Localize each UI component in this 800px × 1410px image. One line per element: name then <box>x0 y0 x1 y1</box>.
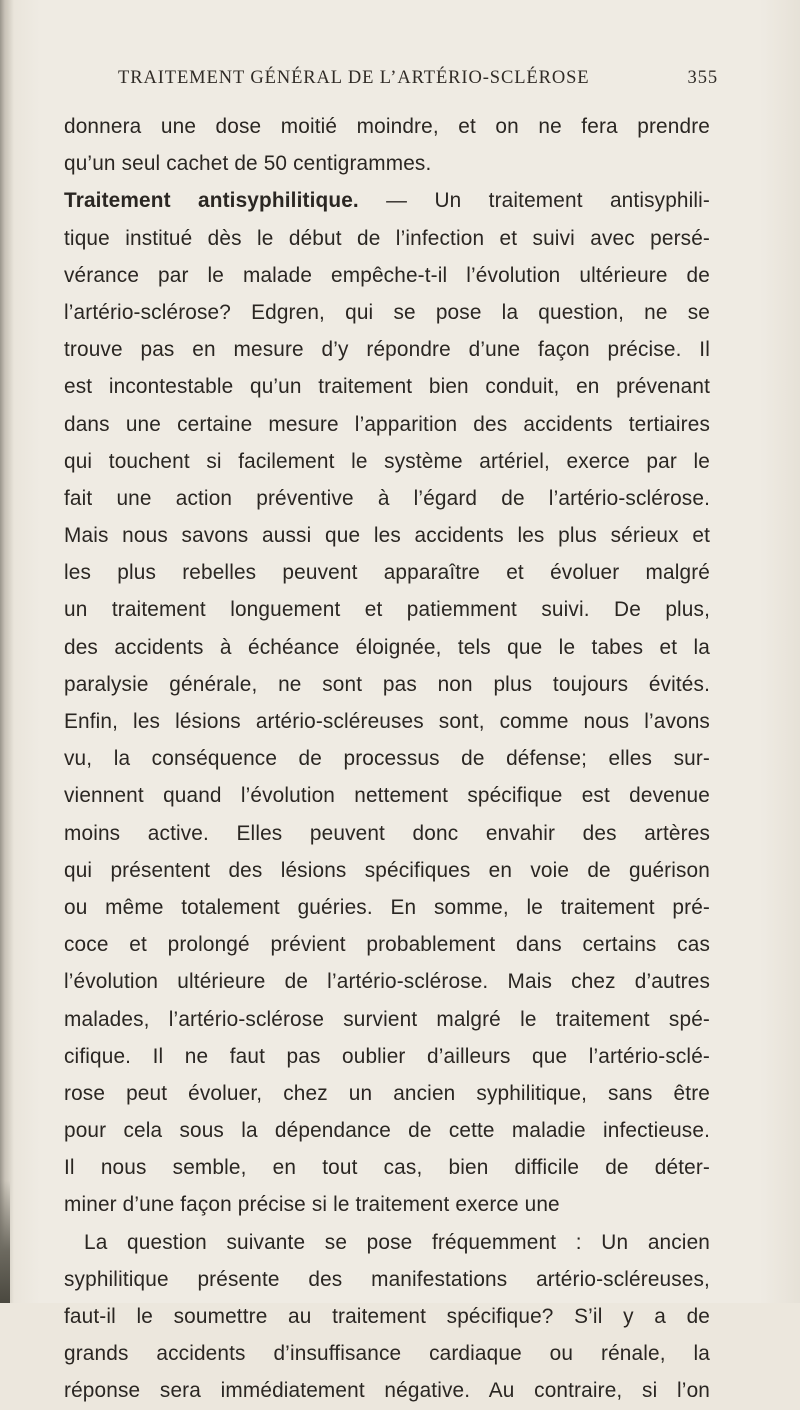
text-line: Mais nous savons aussi que les accidents les plus sérieux et <box>64 524 710 548</box>
text-line: vérance par le malade empêche-t-il l’évolution ultérieure de <box>64 263 710 287</box>
text-line: ou même totalement guéries. En somme, le traitement pré- <box>64 895 710 919</box>
text-line: pour cela sous la dépendance de cette maladie infectieuse. <box>64 1119 710 1143</box>
text-line: les plus rebelles peuvent apparaître et évoluer malgré <box>64 561 710 585</box>
running-title: TRAITEMENT GÉNÉRAL DE L’ARTÉRIO-SCLÉROSE <box>118 68 590 88</box>
text-line: qui touchent si facilement le système artériel, exerce par le <box>64 449 710 473</box>
text-line: est incontestable qu’un traitement bien conduit, en prévenant <box>64 375 710 399</box>
text-line: qui présentent des lésions spécifiques en voie de guérison <box>64 858 710 882</box>
text-line: donnera une dose moitié moindre, et on ne fera prendre <box>64 115 710 138</box>
text-line: qu’un seul cachet de 50 centigrammes. <box>64 152 432 176</box>
page-header <box>118 60 718 96</box>
text-line: l’évolution ultérieure de l’artério-sclérose. Mais chez d’autres <box>64 970 710 994</box>
text-line: grands accidents d’insuffisance cardiaque ou rénale, la <box>64 1342 710 1366</box>
section-heading: Traitement antisyphilitique. <box>64 189 359 213</box>
text-line: réponse sera immédiatement négative. Au contraire, si l’on <box>64 1379 710 1403</box>
text-line: cifique. Il ne faut pas oublier d’ailleurs que l’artério-sclé- <box>64 1044 710 1068</box>
text-line: coce et prolongé prévient probablement dans certains cas <box>64 933 710 957</box>
text-line <box>64 182 710 219</box>
text-line: malades, l’artério-sclérose survient malgré le traitement spé- <box>64 1007 710 1031</box>
text-line: vu, la conséquence de processus de défense; elles sur- <box>64 747 710 771</box>
text-line: viennent quand l’évolution nettement spécifique est devenue <box>64 784 710 808</box>
text-line: rose peut évoluer, chez un ancien syphilitique, sans être <box>64 1081 710 1105</box>
text-line: Il nous semble, en tout cas, bien difficile de déter- <box>64 1156 710 1180</box>
body-text <box>64 108 710 1410</box>
text-line: tique institué dès le début de l’infection et suivi avec persé- <box>64 226 710 250</box>
binding-shadow <box>0 0 14 1303</box>
text-line: faut-il le soumettre au traitement spécifique? S’il y a de <box>64 1305 710 1328</box>
text-line: paralysie générale, ne sont pas non plus toujours évités. <box>64 672 710 696</box>
text-line: moins active. Elles peuvent donc envahir des artères <box>64 821 710 845</box>
text-line: dans une certaine mesure l’apparition des accidents tertiaires <box>64 412 710 436</box>
text-line: La question suivante se pose fréquemment : Un ancien <box>84 1230 710 1254</box>
text-line: Enfin, les lésions artério-scléreuses sont, comme nous l’avons <box>64 710 710 733</box>
text-line: trouve pas en mesure d’y répondre d’une façon précise. Il <box>64 338 710 362</box>
text-line: fait une action préventive à l’égard de l’artério-sclérose. <box>64 486 710 510</box>
text-line: syphilitique présente des manifestations artério-scléreuses, <box>64 1267 710 1291</box>
page-number: 355 <box>687 68 718 88</box>
text-line: un traitement longuement et patiemment suivi. De plus, <box>64 598 710 622</box>
text-line: l’artério-sclérose? Edgren, qui se pose la question, ne se <box>64 300 710 324</box>
text-line: des accidents à échéance éloignée, tels que le tabes et la <box>64 635 710 659</box>
text-run: — Un traitement antisyphili- <box>358 189 711 213</box>
text-line: miner d’une façon précise si le traitement exerce une <box>64 1193 560 1217</box>
binding-edge <box>0 1180 10 1303</box>
